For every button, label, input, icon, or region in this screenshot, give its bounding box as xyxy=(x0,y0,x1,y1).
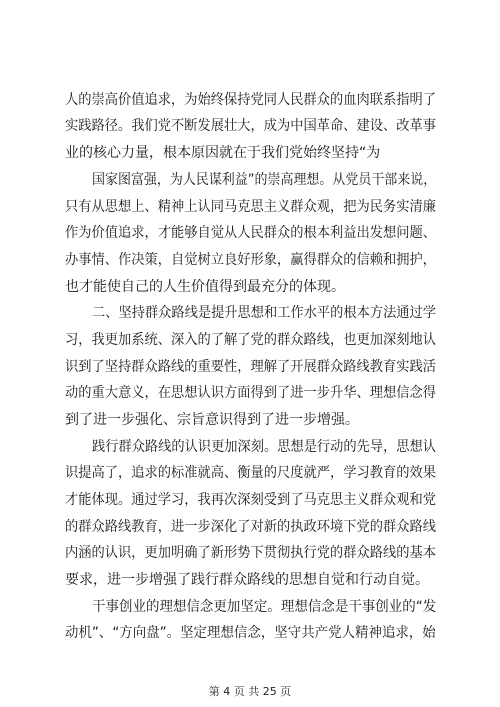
text-line: 国家图富强，为人民谋利益”的崇高理想。从党员干部来说， xyxy=(92,172,437,188)
text-line: 内涵的认识，更加明确了新形势下贯彻执行党的群众路线的基本 xyxy=(65,545,436,561)
text-line: 人的崇高价值追求，为始终保持党同人民群众的血肉联系指明了 xyxy=(65,92,436,108)
text-line: 作为价值追求，才能够自觉从人民群众的根本利益出发想问题、 xyxy=(65,225,436,241)
text-line: 识到了坚持群众路线的重要性，理解了开展群众路线教育实践活 xyxy=(65,359,436,375)
text-line: 动机”、“方向盘”。坚定理想信念，坚守共产党人精神追求，始 xyxy=(65,625,436,641)
text-line: 才能体现。通过学习，我再次深刻受到了马克思主义群众观和党 xyxy=(65,492,436,508)
text-line: 只有从思想上、精神上认同马克思主义群众观，把为民务实清廉 xyxy=(65,199,436,215)
text-line: 动的重大意义，在思想认识方面得到了进一步升华、理想信念得 xyxy=(65,385,436,401)
text-line: 要求，进一步增强了践行群众路线的思想自觉和行动自觉。 xyxy=(65,572,429,588)
text-line: 践行群众路线的认识更加深刻。思想是行动的先导，思想认 xyxy=(92,439,436,455)
text-line: 办事情、作决策，自觉树立良好形象，赢得群众的信赖和拥护， xyxy=(65,252,436,268)
text-line: 识提高了，追求的标准就高、衡量的尺度就严，学习教育的效果 xyxy=(65,465,436,481)
text-line: 的群众路线教育，进一步深化了对新的执政环境下党的群众路线 xyxy=(65,519,436,535)
page-footer: 第 4 页 共 25 页 xyxy=(208,685,292,698)
text-line: 习，我更加系统、深入的了解了党的群众路线，也更加深刻地认 xyxy=(65,332,436,348)
text-line: 实践路径。我们党不断发展壮大，成为中国革命、建设、改革事 xyxy=(65,118,436,134)
text-line: 二、坚持群众路线是提升思想和工作水平的根本方法通过学 xyxy=(92,305,436,321)
text-line: 也才能使自己的人生价值得到最充分的体现。 xyxy=(65,279,345,295)
text-line: 业的核心力量，根本原因就在于我们党始终坚持“为 xyxy=(65,145,381,161)
text-line: 到了进一步强化、宗旨意识得到了进一步增强。 xyxy=(65,412,359,428)
text-line: 干事创业的理想信念更加坚定。理想信念是干事创业的“发 xyxy=(92,599,437,615)
